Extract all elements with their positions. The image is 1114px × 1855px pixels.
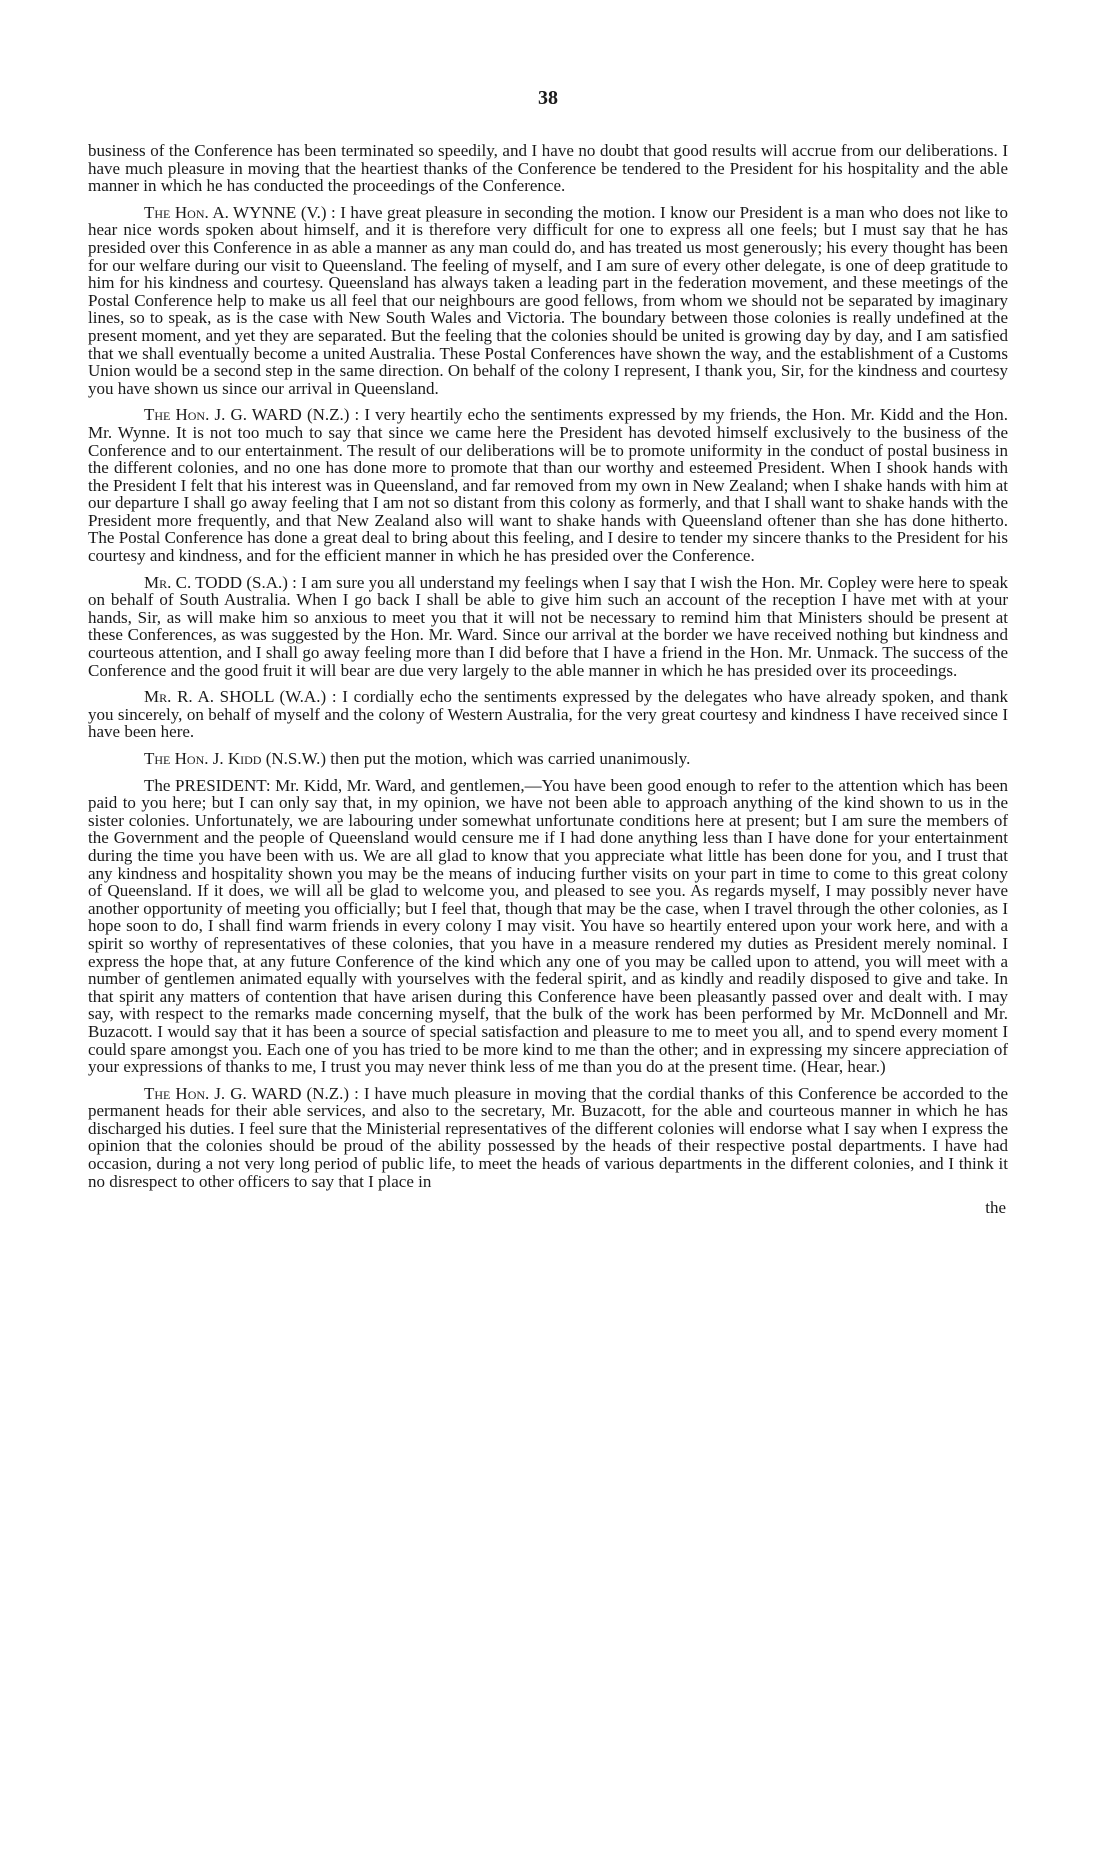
speech-text: I am sure you all understand my feelings when I say that I wish the Hon. Mr. Copley were here to speak on behalf of South Australia. When I go back I shall be able to give him such an account of the reception I have met with at your hands, Sir, as will make him so anxious to meet you that it will not be necessary to remind him that Ministers should be present at these Conferences, as was suggested by the Hon. Mr. Ward. Since our arrival at the border we have received nothing but kindness and courteous attention, and I shall go away feeling more than I did before that I have a friend in the Hon. Mr. Unmack. The success of the Conference and the good fruit it will bear are due very largely to the able manner in which he has presided over its proceedings. [88, 572, 1009, 680]
speaker-name: The Hon. A. WYNNE (V.) : [144, 202, 336, 222]
speech-text: Mr. Kidd, Mr. Ward, and gentlemen,—You have been good enough to refer to the attention which has been paid to you here; but I can only say that, in my opinion, we have not been able to approach anything of the kind shown to us in the sister colonies. Unfortunately, we are labouring under somewhat unfortunate conditions here at present; but I am sure the members of the Government and the people of Queensland would censure me if I had done anything less than I have done for your entertainment during the time you have been with us. We are all glad to know that you appreciate what little has been done for you, and I trust that any kindness and hospitality shown you may be the means of inducing further visits on your part in time to come to this great colony of Queensland. If it does, we will all be glad to welcome you, and pleased to see you. As regards myself, I may possibly never have another opportunity of meeting you officially; but I feel that, though that may be the case, when I travel through the other colonies, as I hope soon to do, I shall find warm friends in every colony I may visit. You have so heartily entered upon your work here, and with a spirit so worthy of representatives of these colonies, that you have in a measure rendered my duties as President merely nominal. I express the hope that, at any future Conference of the kind which any one of you may be called upon to attend, you will meet with a number of gentlemen animated equally with yourselves with the federal spirit, and as kindly and readily disposed to give and take. In that spirit any matters of contention that have arisen during this Conference have been pleasantly passed over and dealt with. I may say, with respect to the remarks made concerning myself, that the bulk of the work has been performed by Mr. McDonnell and Mr. Buzacott. I would say that it has been a source of special satisfaction and pleasure to me to meet you all, and to spend every moment I could spare amongst you. Each one of you has tried to be more kind to me than the other; and in expressing my sincere appreciation of your expressions of thanks to me, I trust you may never think less of me than you do at the present time. (Hear, hear.) [88, 775, 1009, 1077]
page-number: 38 [538, 87, 558, 109]
speaker-name: The Hon. J. G. WARD (N.Z.) : [144, 1083, 359, 1103]
speech-text: I have much pleasure in moving that the cordial thanks of this Conference be accorded to the permanent heads for their able services, and also to the secretary, Mr. Buzacott, for the able and courteous manner in which he has discharged his duties. I feel sure that the Ministerial representatives of the different colonies will endorse what I say when I express the opinion that the colonies should be proud of the ability possessed by the heads of their respective postal departments. I have had occasion, during a not very long period of public life, to meet the heads of various departments in the different colonies, and I think it no disrespect to other officers to say that I place in [88, 1083, 1009, 1191]
speech-text: then put the motion, which was carried unanimously. [330, 749, 691, 768]
speech-ward-2 [88, 1085, 1008, 1191]
speech-wynne [88, 204, 1008, 398]
speech-text: I cordially echo the sentiments expressed by the delegates who have already spoken, and thank you sincerely, on behalf of myself and the colony of Western Australia, for the very great courtesy and kindness I have received since I have been here. [88, 687, 1008, 742]
paragraph-continuation [88, 142, 1008, 195]
speech-sholl [88, 688, 1008, 741]
speaker-name: Mr. C. TODD (S.A.) : [144, 572, 297, 592]
speech-text: I very heartily echo the sentiments expressed by my friends, the Hon. Mr. Kidd and the Hon. Mr. Wynne. It is not too much to say that since we came here the President has devoted himself exclusively to the business of the Conference and to our entertainment. The result of our deliberations will be to promote uniformity in the conduct of postal business in the different colonies, and no one has done more to promote that than our worthy and esteemed President. When I shook hands with the President I felt that his interest was in Queensland, and far removed from my own in New Zealand; when I shake hands with him at our departure I shall go away feeling that I am not so distant from this colony as formerly, and that I shall want to shake hands with the President more frequently, and that New Zealand also will want to shake hands with Queensland oftener than she has done hitherto. The Postal Conference has done a great deal to bring about this feeling, and I desire to tender my sincere thanks to the President for his courtesy and kindness, and for the efficient manner in which he has presided over the Conference. [88, 405, 1009, 566]
speech-president [88, 777, 1008, 1076]
speaker-name: The PRESIDENT: [144, 775, 271, 795]
catchword: the [985, 1198, 1006, 1218]
speaker-name: The Hon. J. Kidd (N.S.W.) [144, 749, 326, 768]
paragraph-text: business of the Conference has been terminated so speedily, and I have no doubt that good results will accrue from our deliberations. I have much pleasure in moving that the heartiest thanks of the Conference be tendered to the President for his hospitality and the able manner in which he has conducted the proceedings of the Conference. [88, 141, 1008, 196]
speaker-name: Mr. R. A. SHOLL (W.A.) : [144, 687, 337, 707]
speaker-name: The Hon. J. G. WARD (N.Z.) : [144, 405, 360, 425]
speech-todd [88, 574, 1008, 680]
motion-carried [88, 750, 1008, 768]
speech-ward-1 [88, 406, 1008, 564]
speech-text: I have great pleasure in seconding the motion. I know our President is a man who does not like to hear nice words spoken about himself, and it is therefore very difficult for one to express all one feels; but I must say that he has presided over this Conference in as able a manner as any man could do, and has treated us most generously; his every thought has been for our welfare during our visit to Queensland. The feeling of myself, and I am sure of every other delegate, is one of deep gratitude to him for his kindness and courtesy. Queensland has always taken a leading part in the federation movement, and these meetings of the Postal Conference help to make us all feel that our neighbours are good fellows, from whom we should not be separated by imaginary lines, so to speak, as is the case with New South Wales and Victoria. The boundary between those colonies is really undefined at the present moment, and yet they are separated. But the feeling that the colonies should be united is growing day by day, and I am satisfied that we shall eventually become a united Australia. These Postal Conferences have shown the way, and the establishment of a Customs Union would be a second step in the same direction. On behalf of the colony I represent, I thank you, Sir, for the kindness and courtesy you have shown us since our arrival in Queensland. [88, 202, 1009, 398]
